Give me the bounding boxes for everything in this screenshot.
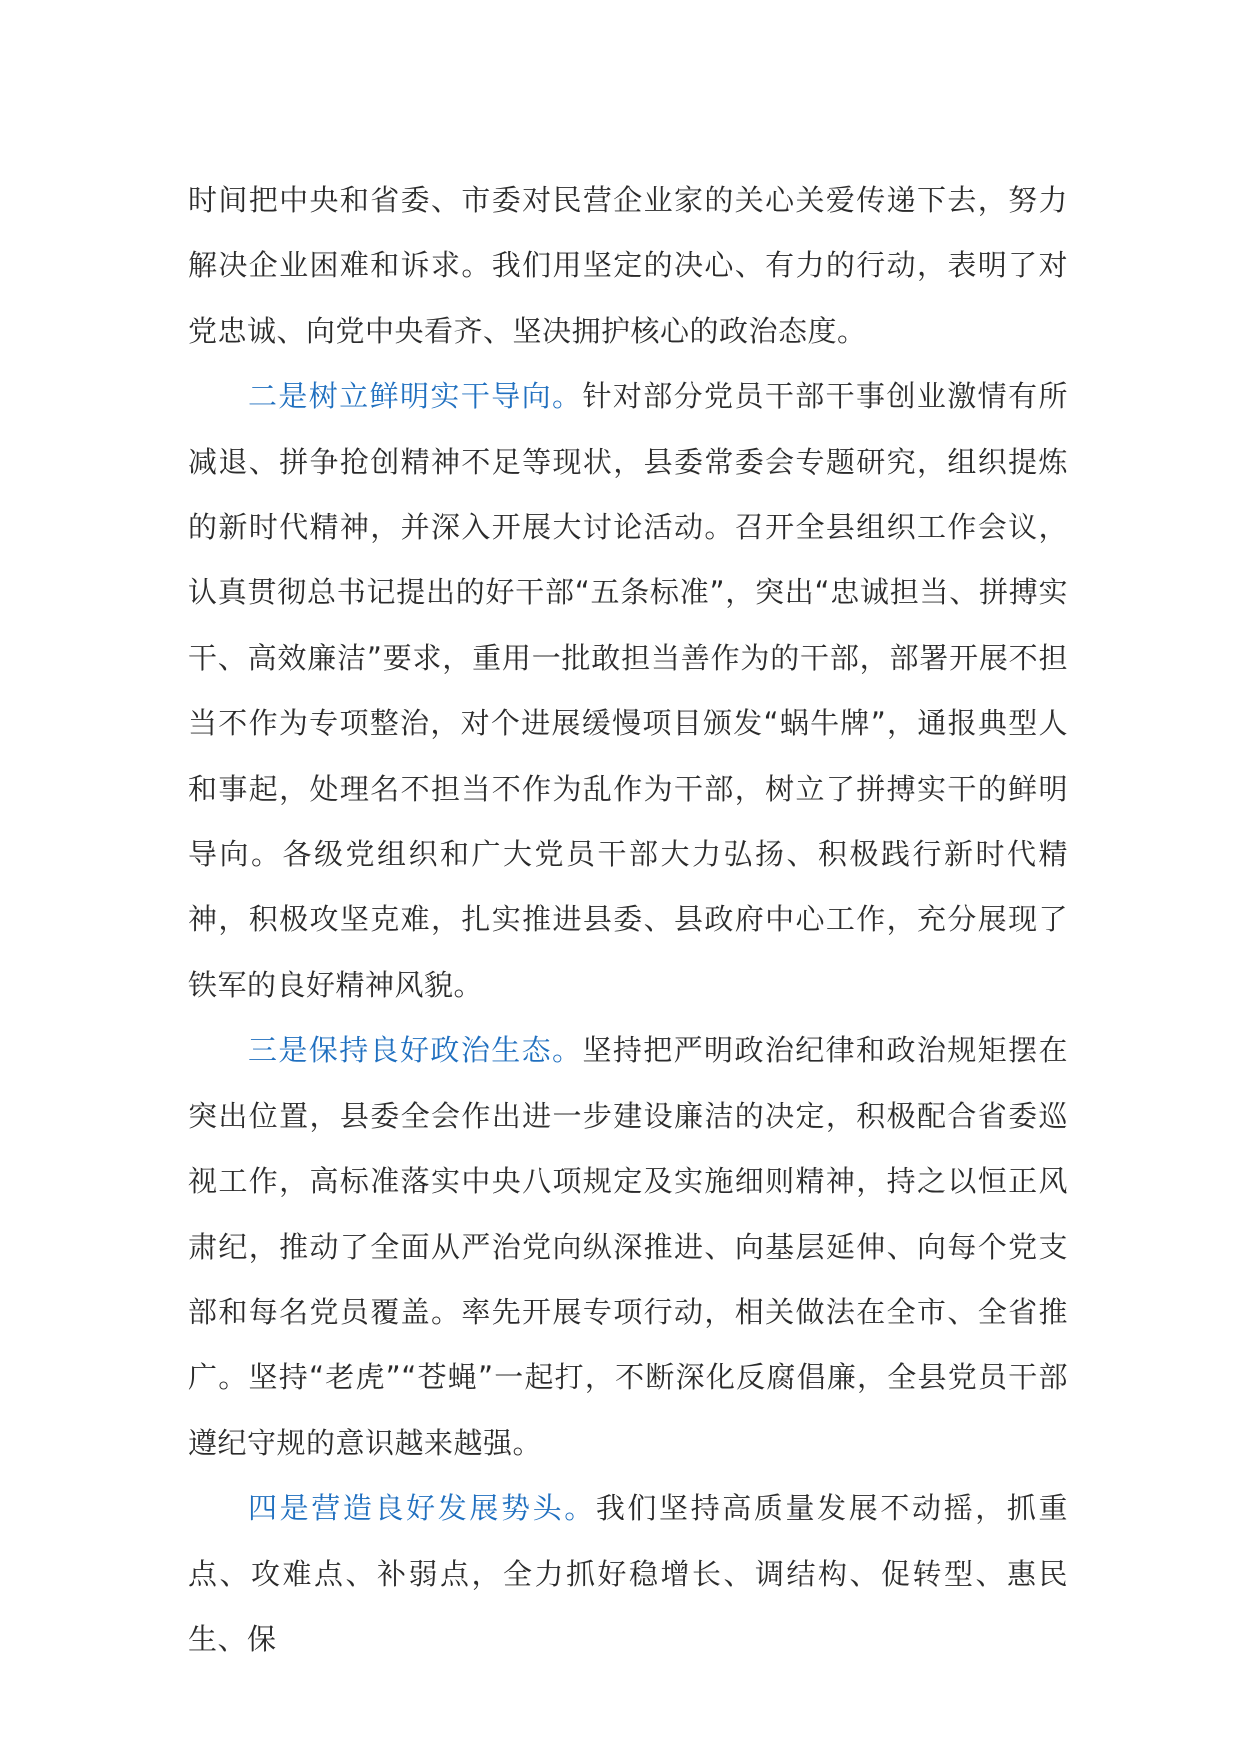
paragraph-body: 坚持把严明政治纪律和政治规矩摆在突出位置，县委全会作出进一步建设廉洁的决定，积极配合省委巡视工作，高标准落实中央八项规定及实施细则精神，持之以恒正风肃纪，推动了全面从严治党向纵深推进、向基层延伸、向每个党支部和每名党员覆盖。率先开展专项行动，相关做法在全市、全省推广。坚持“老虎”“苍蝇”一起打，不断深化反腐倡廉，全县党员干部遵纪守规的意识越来越强。 bbox=[188, 1033, 1068, 1460]
paragraph-heading: 三是保持良好政治生态。 bbox=[248, 1033, 583, 1068]
paragraph-continuation bbox=[188, 168, 1068, 364]
document-page bbox=[188, 168, 1068, 1672]
paragraph-heading: 四是营造良好发展势头。 bbox=[248, 1491, 596, 1526]
paragraph-body: 针对部分党员干部干事创业激情有所减退、拼争抢创精神不足等现状，县委常委会专题研究，组织提炼的新时代精神，并深入开展大讨论活动。召开全县组织工作会议，认真贯彻总书记提出的好干部“五条标准”，突出“忠诚担当、拼搏实干、高效廉洁”要求，重用一批敢担当善作为的干部，部署开展不担当不作为专项整治，对个进展缓慢项目颁发“蜗牛牌”，通报典型人和事起，处理名不担当不作为乱作为干部，树立了拼搏实干的鲜明导向。各级党组织和广大党员干部大力弘扬、积极践行新时代精神，积极攻坚克难，扎实推进县委、县政府中心工作，充分展现了铁军的良好精神风貌。 bbox=[188, 379, 1068, 1002]
paragraph-body: 我们坚持高质量发展不动摇，抓重点、攻难点、补弱点，全力抓好稳增长、调结构、促转型、惠民生、保 bbox=[188, 1491, 1068, 1656]
paragraph-point-four bbox=[188, 1476, 1068, 1672]
paragraph-point-two bbox=[188, 364, 1068, 1018]
paragraph-heading: 二是树立鲜明实干导向。 bbox=[248, 379, 583, 414]
paragraph-body: 时间把中央和省委、市委对民营企业家的关心关爱传递下去，努力解决企业困难和诉求。我们用坚定的决心、有力的行动，表明了对党忠诚、向党中央看齐、坚决拥护核心的政治态度。 bbox=[188, 183, 1068, 348]
paragraph-point-three bbox=[188, 1018, 1068, 1476]
